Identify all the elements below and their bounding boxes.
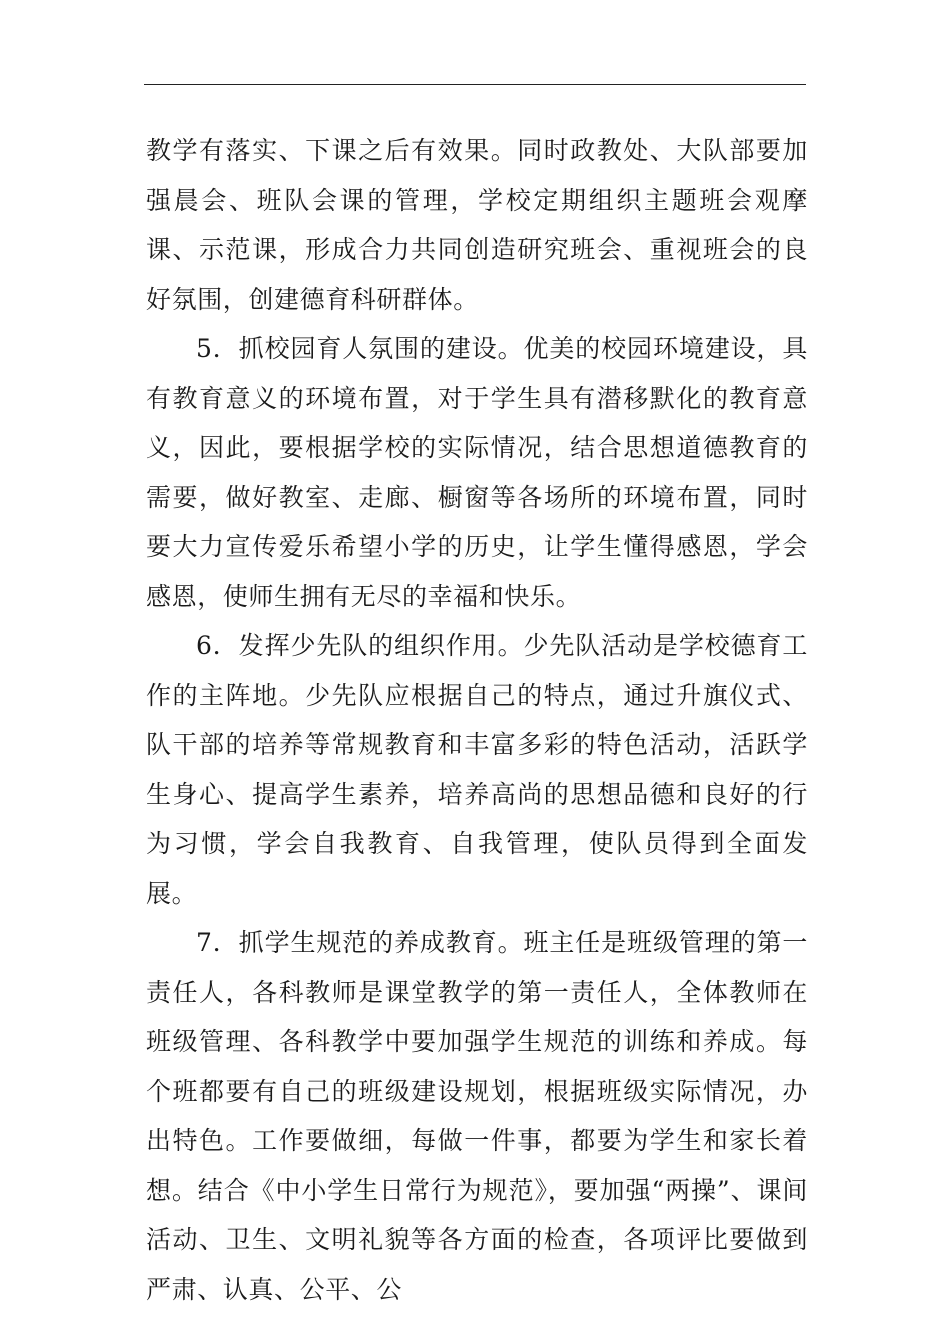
header-rule <box>144 84 806 85</box>
paragraph-item-5: 5．抓校园育人氛围的建设。优美的校园环境建设，具有教育意义的环境布置，对于学生具有潜移默化的教育意义，因此，要根据学校的实际情况，结合思想道德教育的需要，做好教室、走廊、橱窗等各场所的环境布置，同时要大力宣传爱乐希望小学的历史，让学生懂得感恩，学会感恩，使师生拥有无尽的幸福和快乐。 <box>146 334 808 611</box>
paragraph-item-6: 6．发挥少先队的组织作用。少先队活动是学校德育工作的主阵地。少先队应根据自己的特点，通过升旗仪式、队干部的培养等常规教育和丰富多彩的特色活动，活跃学生身心、提高学生素养，培养高尚的思想品德和良好的行为习惯，学会自我教育、自我管理，使队员得到全面发展。 <box>146 631 808 908</box>
paragraph-continuation: 教学有落实、下课之后有效果。同时政教处、大队部要加强晨会、班队会课的管理，学校定期组织主题班会观摩课、示范课，形成合力共同创造研究班会、重视班会的良好氛围，创建德育科研群体。 <box>146 136 808 314</box>
paragraph-item-7: 7．抓学生规范的养成教育。班主任是班级管理的第一责任人，各科教师是课堂教学的第一责任人，全体教师在班级管理、各科教学中要加强学生规范的训练和养成。每个班都要有自己的班级建设规划，根据班级实际情况，办出特色。工作要做细，每做一件事，都要为学生和家长着想。结合《中小学生日常行为规范》，要加强“两操”、课间活动、卫生、文明礼貌等各方面的检查，各项评比要做到严肃、认真、公平、公 <box>146 928 808 1304</box>
body-text <box>146 126 808 1314</box>
